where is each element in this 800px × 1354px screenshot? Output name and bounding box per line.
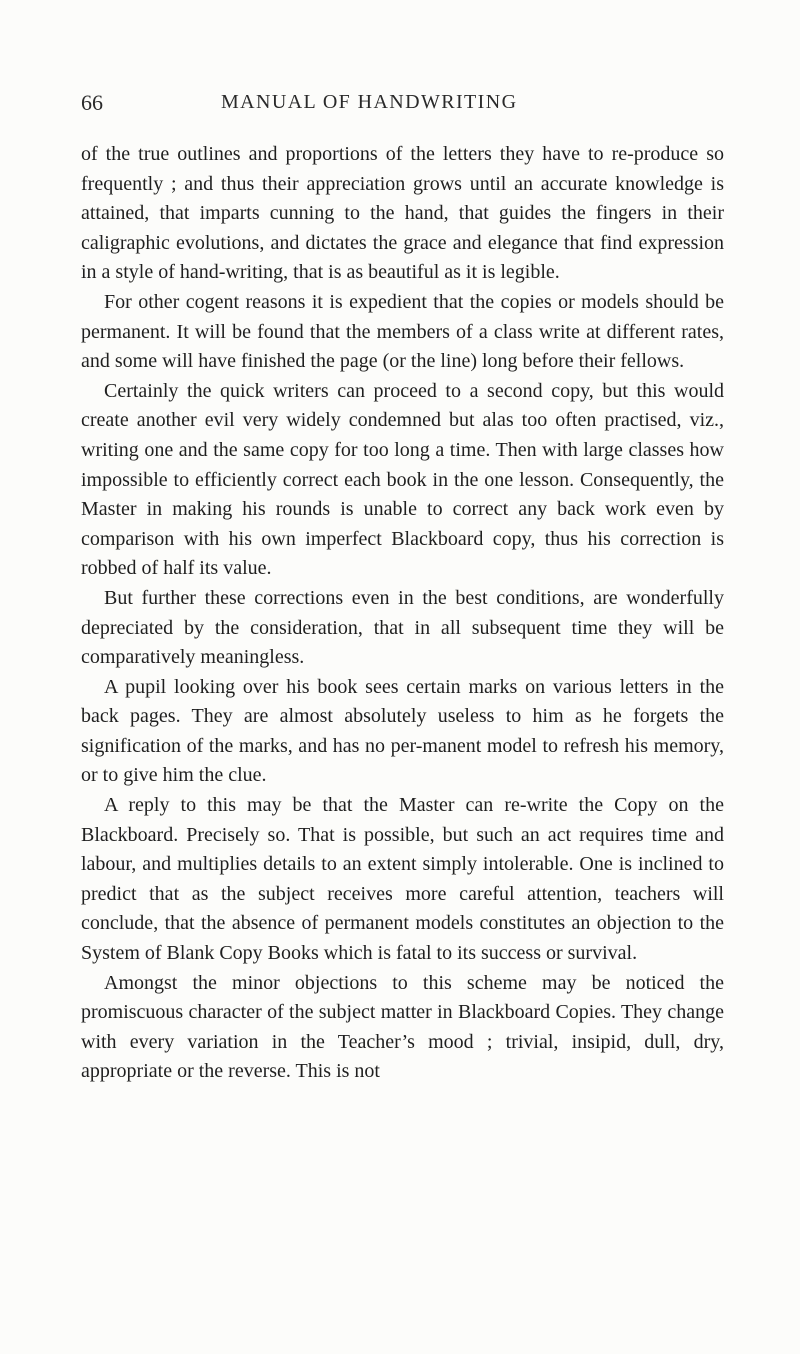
running-head: MANUAL OF HANDWRITING — [221, 91, 518, 113]
paragraph-permanent-models: For other cogent reasons it is expedient that the copies or models should be permanent. It will be found that the members of a class write at different rates, and some will have finished the page (or the line) long before their fellows. — [81, 290, 724, 373]
paragraph-continuation: of the true outlines and proportions of the letters they have to re-produce so frequently ; and thus their appreciation grows until an accurate knowledge is attained, that imparts cunning to the hand, that guides the fingers in their caligraphic evolutions, and dictates the grace and elegance that find expression in a style of hand-writing, that is as beautiful as it is legible. — [81, 143, 724, 284]
paragraph-quick-writers: Certainly the quick writers can proceed to a second copy, but this would create another evil very widely condemned but alas too often practised, viz., writing one and the same copy for too long a time. Then with large classes how impossible to efficiently correct each book in the one lesson. Consequently, the Master in making his rounds is unable to correct any back work even by comparison with his own imperfect Blackboard copy, thus his correction is robbed of half its value. — [81, 379, 724, 580]
body-text — [81, 140, 724, 1087]
paragraph-minor-objections: Amongst the minor objections to this scheme may be noticed the promiscuous character of the subject matter in Blackboard Copies. They change with every variation in the Teacher’s mood ; trivial, insipid, dull, dry, appropriate or the reverse. This is not — [81, 971, 724, 1083]
paragraph-corrections: But further these corrections even in the best conditions, are wonderfully depreciated by the consideration, that in all subsequent time they will be comparatively meaningless. — [81, 586, 724, 669]
paragraph-reply: A reply to this may be that the Master can re-write the Copy on the Blackboard. Precisely so. That is possible, but such an act requires time and labour, and multiplies details to an extent simply intolerable. One is inclined to predict that as the subject receives more careful attention, teachers will conclude, that the absence of permanent models constitutes an objection to the System of Blank Copy Books which is fatal to its success or survival. — [81, 794, 724, 965]
paragraph-pupil-marks: A pupil looking over his book sees certain marks on various letters in the back pages. They are almost absolutely useless to him as he forgets the signification of the marks, and has no per-manent model to refresh his memory, or to give him the clue. — [81, 675, 724, 787]
page-header — [81, 90, 719, 120]
page-number: 66 — [81, 90, 103, 115]
